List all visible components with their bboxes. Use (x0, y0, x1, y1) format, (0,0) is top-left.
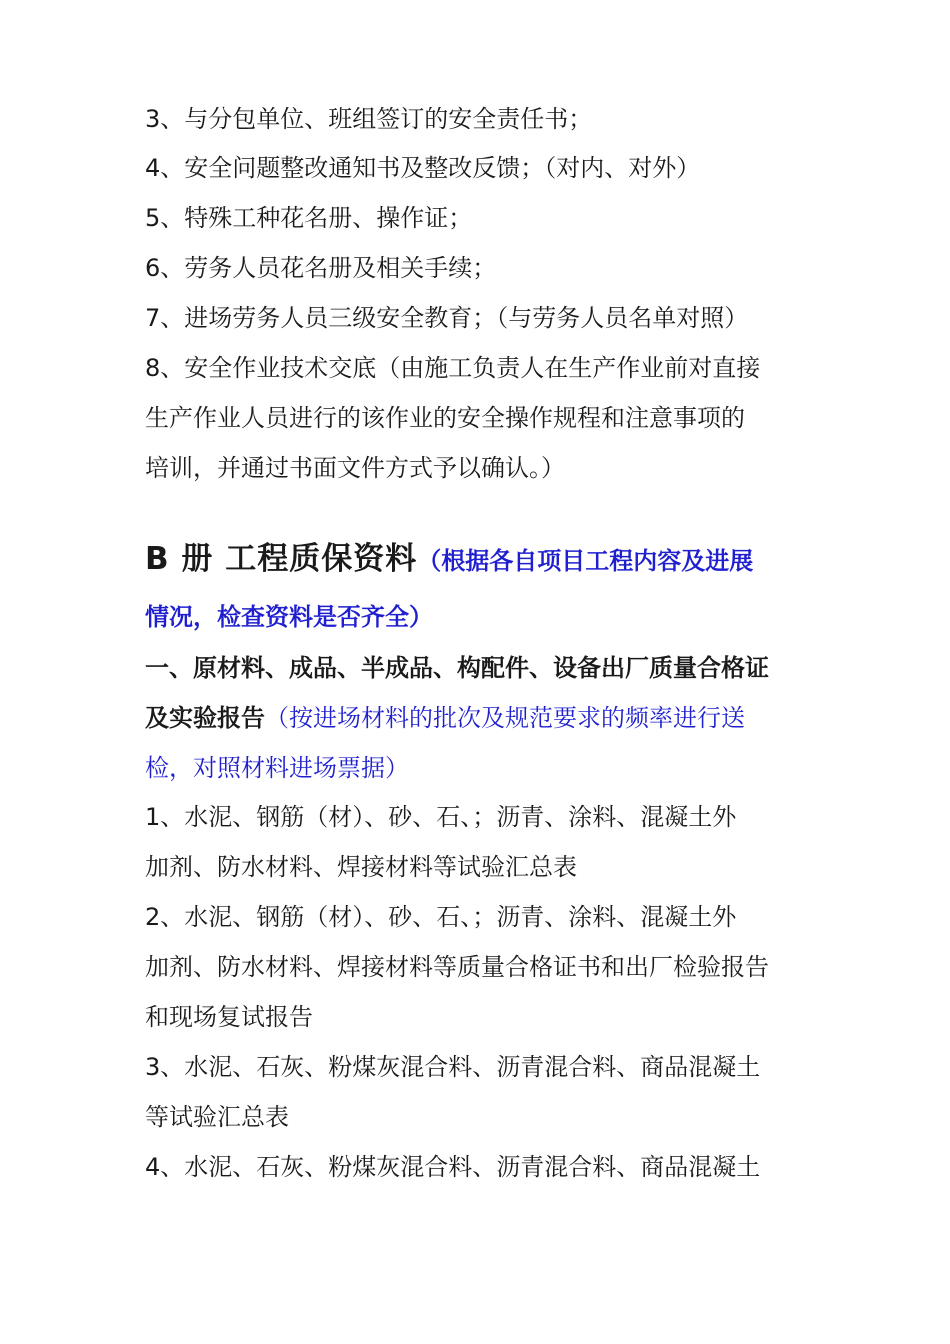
text-line: 8、安全作业技术交底（由施工负责人在生产作业前对直接 (145, 354, 761, 382)
section-b-note-cont: 情况，检查资料是否齐全） (145, 603, 433, 631)
section-b-title: B 册 工程质保资料 (145, 541, 418, 577)
subsection-heading-row (145, 702, 745, 734)
text-line: 生产作业人员进行的该作业的安全操作规程和注意事项的 (145, 404, 745, 432)
subsection-heading-cont: 及实验报告 (145, 704, 265, 732)
list-item: 等试验汇总表 (145, 1103, 289, 1131)
subsection-heading: 一、原材料、成品、半成品、构配件、设备出厂质量合格证 (145, 654, 769, 682)
subsection-note: （按进场材料的批次及规范要求的频率进行送 (265, 704, 745, 732)
list-item: 1、水泥、钢筋（材）、砂、石、；沥青、涂料、混凝土外 (145, 803, 737, 831)
section-b-note: （根据各自项目工程内容及进展 (417, 547, 754, 575)
text-line: 培训，并通过书面文件方式予以确认。） (145, 454, 565, 482)
subsection-note-cont: 检，对照材料进场票据） (145, 754, 409, 782)
text-line: 4、安全问题整改通知书及整改反馈；（对内、对外） (145, 154, 701, 182)
text-line: 3、与分包单位、班组签订的安全责任书； (145, 105, 593, 133)
list-item: 加剂、防水材料、焊接材料等质量合格证书和出厂检验报告 (145, 953, 769, 981)
list-item: 2、水泥、钢筋（材）、砂、石、；沥青、涂料、混凝土外 (145, 903, 737, 931)
list-item: 加剂、防水材料、焊接材料等试验汇总表 (145, 853, 577, 881)
section-b-title-row (145, 543, 753, 577)
text-line: 6、劳务人员花名册及相关手续； (145, 254, 497, 282)
text-line: 5、特殊工种花名册、操作证； (145, 204, 473, 232)
text-line: 7、进场劳务人员三级安全教育；（与劳务人员名单对照） (145, 304, 749, 332)
list-item: 和现场复试报告 (145, 1003, 313, 1031)
list-item: 4、水泥、石灰、粉煤灰混合料、沥青混合料、商品混凝土 (145, 1153, 761, 1181)
list-item: 3、水泥、石灰、粉煤灰混合料、沥青混合料、商品混凝土 (145, 1053, 761, 1081)
